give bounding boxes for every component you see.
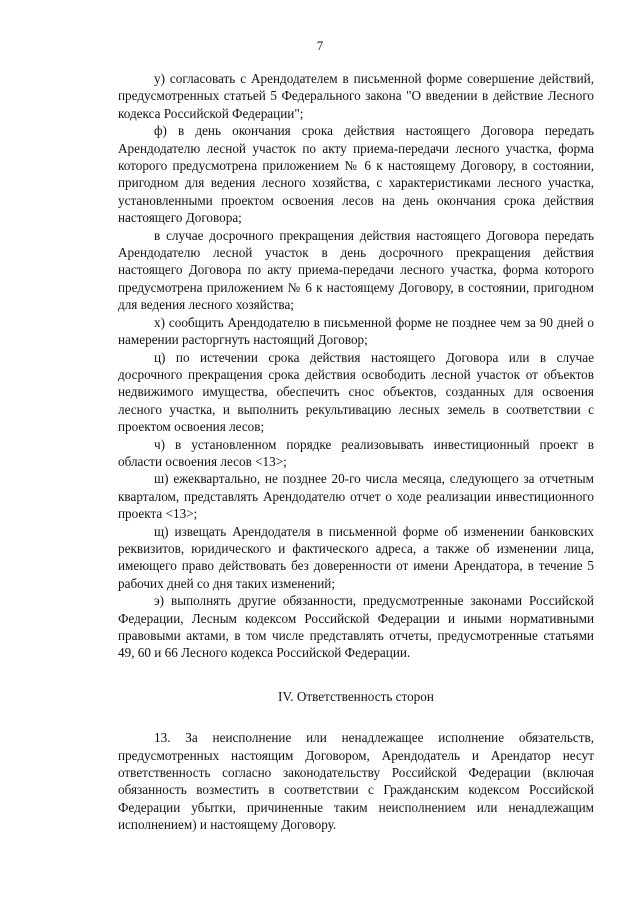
section-heading: IV. Ответственность сторон (278, 688, 434, 704)
paragraph-kh: х) сообщить Арендодателю в письменной форме не позднее чем за 90 дней о намерении расторгнуть настоящий Договор; (118, 314, 594, 348)
paragraph-ts: ц) по истечении срока действия настоящего Договора или в случае досрочного прекращения срока действия освободить лесной участок от объектов недвижимого имущества, обеспечить снос объектов, созданных для освоения лесного участка, и выполнить рекультивацию лесных земель в соответствии с проектом освоения лесов; (118, 349, 594, 435)
paragraph-early-termination: в случае досрочного прекращения действия настоящего Договора передать Арендодателю лесной участок в день досрочного прекращения действия настоящего Договора по акту приема-передачи лесного участка, форма которого предусмотрена приложением № 6 к настоящему Договору, в состоянии, пригодном для ведения лесного хозяйства; (118, 227, 594, 313)
paragraph-f: ф) в день окончания срока действия настоящего Договора передать Арендодателю лесной участок по акту приема-передачи лесного участка, форма которого предусмотрена приложением № 6 к настоящему Договору, в состоянии, пригодном для ведения лесного хозяйства, с характеристиками лесного участка, установленными проектом освоения лесов на день окончания срока действия настоящего Договора; (118, 123, 594, 226)
paragraph-ch: ч) в установленном порядке реализовывать инвестиционный проект в области освоения лесов <13>; (118, 436, 594, 469)
paragraph-e: э) выполнять другие обязанности, предусмотренные законами Российской Федерации, Лесным кодексом Российской Федерации и иными нормативными правовыми актами, в том числе представлять отчеты, предусмотренные статьями 49, 60 и 66 Лесного кодекса Российской Федерации. (118, 593, 594, 661)
paragraph-u: у) согласовать с Арендодателем в письменной форме совершение действий, предусмотренных статьей 5 Федерального закона "О введении в действие Лесного кодекса Российской Федерации"; (118, 71, 594, 121)
paragraph-sh: ш) ежеквартально, не позднее 20-го числа месяца, следующего за отчетным кварталом, представлять Арендодателю отчет о ходе реализации инвестиционного проекта <13>; (118, 471, 594, 522)
paragraph-13: 13. За неисполнение или ненадлежащее исполнение обязательств, предусмотренных настоящим Договором, Арендодатель и Арендатор несут ответственность согласно законодательству Российской Федерации (включая обязанность возместить в соответствии с Гражданским кодексом Российской Федерации убытки, причиненные таким неисполнением или ненадлежащим исполнением) и настоящему Договору. (118, 730, 594, 833)
paragraph-shch: щ) извещать Арендодателя в письменной форме об изменении банковских реквизитов, юридического и фактического адреса, а также об изменении лица, имеющего право действовать без доверенности от имени Арендатора, в течение 5 рабочих дней со дня таких изменений; (118, 523, 594, 591)
page-number: 7 (316, 38, 324, 53)
document-body (118, 70, 594, 834)
